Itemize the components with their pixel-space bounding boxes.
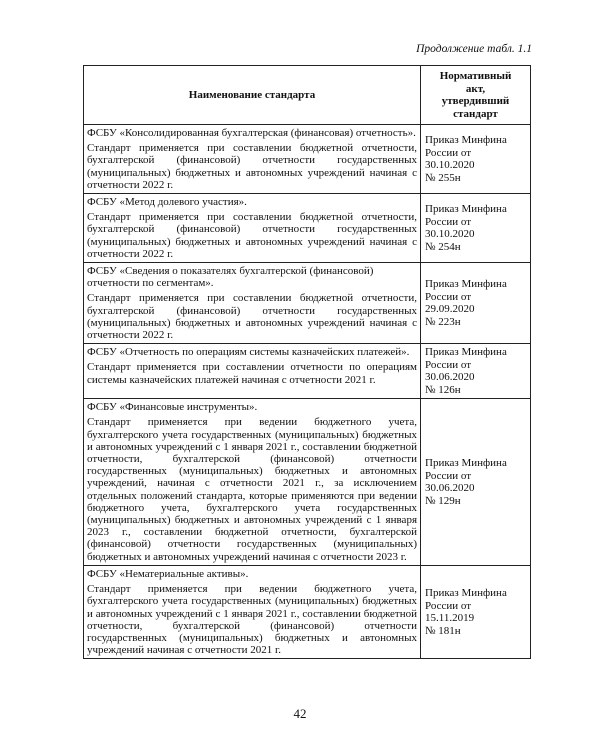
table-row — [84, 263, 531, 344]
standard-title: ФСБУ «Финансовые инструменты». — [87, 401, 258, 414]
header-act-line: акт, — [465, 82, 486, 95]
act-line: 15.11.2019 — [425, 612, 475, 625]
act-cell — [421, 344, 531, 399]
act-cell — [421, 263, 531, 344]
standards-table — [83, 65, 531, 659]
act-line: Приказ Минфина — [425, 203, 507, 216]
act-line: 30.10.2020 — [425, 228, 475, 241]
act-line: № 255н — [425, 171, 461, 184]
act-line: 30.06.2020 — [425, 482, 475, 495]
act-line: России от — [425, 146, 472, 159]
act-line: № 181н — [425, 624, 461, 637]
act-line: России от — [425, 469, 472, 482]
standard-title: ФСБУ «Отчетность по операциям системы казначейских платежей». — [87, 346, 410, 359]
standard-description: Стандарт применяется при ведении бюджетного учета, бухгалтерского учета государственных (муниципальных) бюджетных и автономных учреждений с 1 января 2021 г., составлении бюджетной отчетности, бухгалтерской (финансовой) отчетности государственных (муниципальных) бюджетных и автономных учреждений начиная с отчетности 2021 г. — [87, 583, 417, 657]
act-line: России от — [425, 599, 472, 612]
act-line: Приказ Минфина — [425, 134, 507, 146]
standard-cell — [84, 263, 421, 344]
table-continuation-label: Продолжение табл. 1.1 — [416, 43, 532, 55]
act-line: № 254н — [425, 240, 461, 253]
standard-cell — [84, 194, 421, 263]
table-row — [84, 125, 531, 194]
act-line: № 126н — [425, 383, 461, 396]
act-cell — [421, 399, 531, 566]
table-header-row — [84, 66, 531, 125]
header-act-line: Нормативный — [439, 70, 512, 82]
page-number: 42 — [293, 706, 307, 721]
standard-cell — [84, 125, 421, 194]
standard-description: Стандарт применяется при составлении отчетности по операциям системы казначейских платежей начиная с отчетности 2021 г. — [87, 361, 417, 386]
table-row — [84, 399, 531, 566]
standard-cell — [84, 344, 421, 399]
table-row — [84, 565, 531, 658]
act-line: России от — [425, 290, 472, 303]
act-line: № 223н — [425, 315, 461, 328]
act-line: Приказ Минфина — [425, 278, 507, 291]
act-line: Приказ Минфина — [425, 457, 507, 470]
act-line: России от — [425, 358, 472, 371]
standard-title: ФСБУ «Нематериальные активы». — [87, 567, 249, 580]
standard-cell — [84, 565, 421, 658]
header-act-line: утвердивший — [441, 95, 510, 107]
act-cell — [421, 194, 531, 263]
table-row — [84, 194, 531, 263]
act-line: 30.10.2020 — [425, 159, 475, 171]
standard-description: Стандарт применяется при составлении бюджетной отчетности, бухгалтерской (финансовой) отчетности государственных (муниципальных) бюджетных и автономных учреждений начиная с отчетности 2022 г. — [87, 211, 417, 260]
standard-title: ФСБУ «Консолидированная бухгалтерская (финансовая) отчетность». — [87, 127, 416, 139]
header-standard-name: Наименование стандарта — [84, 66, 421, 125]
standard-title: ФСБУ «Сведения о показателях бухгалтерской (финансовой) отчетности по сегментам». — [87, 265, 374, 290]
header-normative-act — [421, 66, 531, 125]
act-line: Приказ Минфина — [425, 587, 507, 600]
standard-cell — [84, 399, 421, 566]
standard-description: Стандарт применяется при ведении бюджетного учета, бухгалтерского учета государственных (муниципальных) бюджетных и автономных учреждений с 1 января 2021 г., составлении бюджетной отчетности, бухгалтерской (финансовой) отчетности государственных (муниципальных) бюджетных и автономных учреждений, начиная с отчетности 2021 г., за исключением отдельных положений стандарта, которые применяются при ведении бюджетного учета, бухгалтерского учета государственных (муниципальных) бюджетных и автономных учреждений с 1 января 2023 г., составлении бюджетной отчетности, бухгалтерской (финансовой) отчетности государственных (муниципальных) бюджетных и автономных учреждений начиная с отчетности 2023 г. — [87, 416, 417, 563]
act-cell — [421, 125, 531, 194]
act-line: 29.09.2020 — [425, 303, 475, 316]
act-line: Приказ Минфина — [425, 346, 507, 359]
standard-description: Стандарт применяется при составлении бюджетной отчетности, бухгалтерской (финансовой) отчетности государственных (муниципальных) бюджетных и автономных учреждений начиная с отчетности 2022 г. — [87, 292, 417, 342]
standard-title: ФСБУ «Метод долевого участия». — [87, 196, 247, 209]
act-cell — [421, 565, 531, 658]
table-row — [84, 344, 531, 399]
standard-description: Стандарт применяется при составлении бюджетной отчетности, бухгалтерской (финансовой) отчетности государственных (муниципальных) бюджетных и автономных учреждений начиная с отчетности 2022 г. — [87, 142, 417, 191]
act-line: 30.06.2020 — [425, 371, 475, 384]
act-line: России от — [425, 215, 472, 228]
act-line: № 129н — [425, 494, 461, 507]
header-act-line: стандарт — [453, 107, 498, 120]
